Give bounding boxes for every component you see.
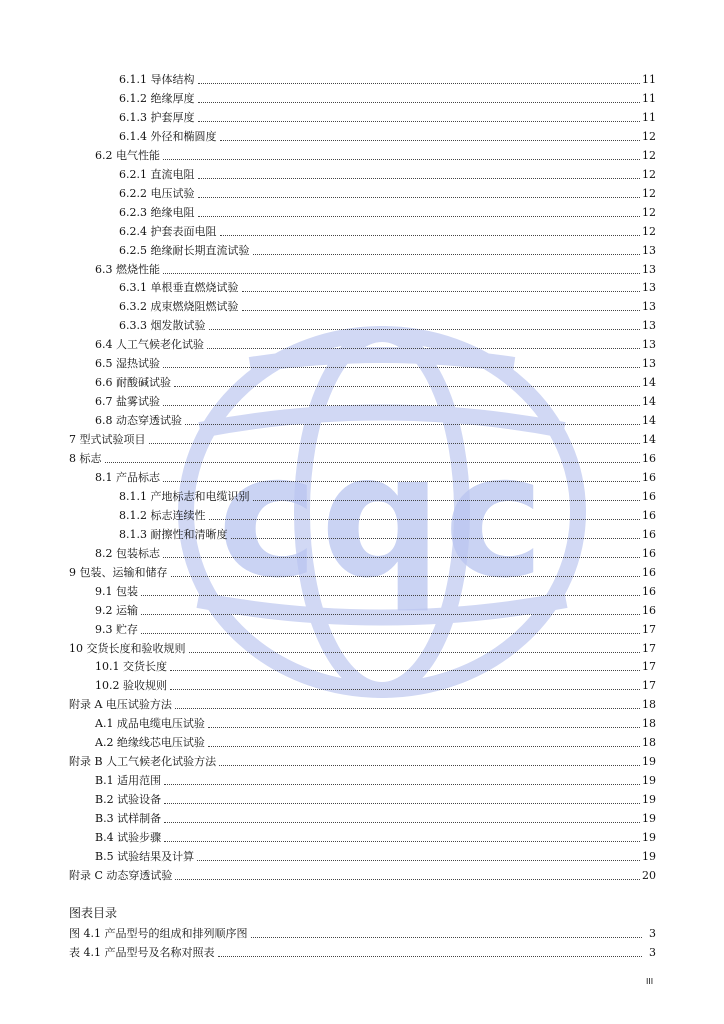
dot-leader <box>209 329 641 330</box>
toc-entry-label: 8.1.1 产地标志和电缆识别 <box>119 489 250 503</box>
toc-entry[interactable] <box>69 431 656 447</box>
toc-entry-label: 6.1.1 导体结构 <box>119 73 195 86</box>
dot-leader <box>231 538 641 539</box>
figures-list-title: 图表目录 <box>69 906 118 920</box>
toc-entry-page: 13 <box>642 357 656 371</box>
toc-entry-label: 8.1.2 标志连续性 <box>119 508 206 522</box>
dot-leader <box>163 405 640 406</box>
toc-entry-label: 6.3.1 单根垂直燃烧试验 <box>119 281 239 295</box>
toc-entry-page: 19 <box>642 755 656 769</box>
toc-entry-label: 6.3.3 烟发散试验 <box>119 319 206 333</box>
toc-entry[interactable] <box>95 810 656 826</box>
toc-entry-label: A.2 绝缘线芯电压试验 <box>95 736 205 750</box>
toc-entry[interactable] <box>119 204 656 220</box>
dot-leader <box>163 367 640 368</box>
toc-entry-label: B.2 试验设备 <box>95 793 162 807</box>
dot-leader <box>164 822 640 823</box>
toc-entry[interactable] <box>119 298 656 314</box>
toc-entry[interactable] <box>95 336 656 352</box>
toc-entry[interactable] <box>119 166 656 182</box>
toc-entry-page: 16 <box>642 565 656 579</box>
toc-entry-label: 6.8 动态穿透试验 <box>95 414 182 428</box>
toc-entry-page: 14 <box>642 433 656 447</box>
toc-entry-page: 16 <box>642 452 656 465</box>
toc-entry[interactable] <box>119 71 656 87</box>
dot-leader <box>185 424 640 425</box>
dot-leader <box>198 121 641 122</box>
toc-entry[interactable] <box>95 393 656 409</box>
toc-entry[interactable] <box>95 412 656 428</box>
toc-entry-page: 16 <box>642 470 656 484</box>
toc-entry-label: 6.1.4 外径和椭圆度 <box>119 129 217 143</box>
toc-entry-page: 18 <box>642 717 656 731</box>
toc-entry-page: 12 <box>642 186 656 200</box>
toc-entry[interactable] <box>119 279 656 295</box>
toc-entry[interactable] <box>95 715 656 731</box>
toc-entry[interactable] <box>95 374 656 390</box>
toc-entry-label: B.4 试验步骤 <box>95 831 162 844</box>
toc-entry[interactable] <box>95 791 656 807</box>
toc-entry-label: 6.2.3 绝缘电阻 <box>119 205 195 219</box>
toc-entry-page: 18 <box>642 736 656 750</box>
toc-entry-label: 9 包装、运输和储存 <box>69 565 168 579</box>
toc-entry-label: 10.1 交货长度 <box>95 660 167 674</box>
toc-entry-label: 6.2.2 电压试验 <box>119 186 195 200</box>
page-number: III <box>646 977 654 986</box>
toc-entry-page: 16 <box>642 584 656 598</box>
dot-leader <box>174 386 640 387</box>
toc-entry[interactable] <box>119 109 656 125</box>
toc-entry[interactable] <box>119 128 656 144</box>
toc-entry-page: 11 <box>642 91 656 105</box>
toc-entry-page: 11 <box>642 110 656 124</box>
toc-entry-page: 17 <box>642 641 656 655</box>
toc-entry-label: 9.2 运输 <box>95 603 138 617</box>
toc-entry[interactable] <box>95 848 656 864</box>
toc-entry-label: 6.2 电气性能 <box>95 148 160 162</box>
toc-entry-page: 13 <box>642 243 656 257</box>
toc-entry[interactable] <box>69 640 656 656</box>
toc-entry-page: 18 <box>642 698 656 712</box>
toc-entry[interactable] <box>95 602 656 618</box>
toc-entry-label: 6.2.4 护套表面电阻 <box>119 224 217 238</box>
toc-entry-page: 12 <box>642 148 656 162</box>
toc-entry-label: 6.1.3 护套厚度 <box>119 110 195 124</box>
toc-entry-label: 6.3.2 成束燃烧阻燃试验 <box>119 300 239 314</box>
toc-entry-label: B.5 试验结果及计算 <box>95 849 195 863</box>
toc-entry-page: 12 <box>642 167 656 181</box>
toc-entry-label: 6.2.5 绝缘耐长期直流试验 <box>119 243 250 257</box>
toc-entry[interactable] <box>119 488 656 504</box>
dot-leader <box>207 348 640 349</box>
toc-entry-page: 19 <box>642 831 656 844</box>
toc-entry-page: 16 <box>642 546 656 560</box>
figure-entry-label: 图 4.1 产品型号的组成和排列顺序图 <box>69 927 248 940</box>
toc-entry-page: 17 <box>642 622 656 636</box>
dot-leader <box>198 178 641 179</box>
dot-leader <box>141 633 640 634</box>
toc-entry[interactable] <box>95 583 656 599</box>
toc-entry[interactable] <box>69 696 656 712</box>
dot-leader <box>175 879 640 880</box>
dot-leader <box>163 273 640 274</box>
toc-entry[interactable] <box>95 734 656 750</box>
toc-entry[interactable] <box>95 829 656 845</box>
toc-entry-page: 12 <box>642 224 656 238</box>
toc-entry[interactable] <box>69 753 656 769</box>
toc-entry[interactable] <box>119 185 656 201</box>
dot-leader <box>219 765 640 766</box>
figure-list-entry[interactable] <box>69 925 656 941</box>
toc-entry-page: 11 <box>642 73 656 86</box>
toc-entry-page: 12 <box>642 129 656 143</box>
toc-entry-page: 12 <box>642 205 656 219</box>
dot-leader <box>220 235 641 236</box>
toc-entry[interactable] <box>69 450 656 466</box>
toc-entry-label: B.3 试样制备 <box>95 812 162 826</box>
dot-leader <box>242 291 641 292</box>
dot-leader <box>149 443 641 444</box>
toc-entry-page: 19 <box>642 793 656 807</box>
toc-entry[interactable] <box>69 867 656 883</box>
toc-entry-page: 14 <box>642 376 656 390</box>
toc-entry-label: 6.3 燃烧性能 <box>95 262 160 276</box>
toc-entry-page: 17 <box>642 660 656 674</box>
toc-entry[interactable] <box>95 545 656 561</box>
dot-leader <box>197 860 640 861</box>
dot-leader <box>171 576 641 577</box>
toc-entry-page: 16 <box>642 508 656 522</box>
toc-entry-page: 20 <box>642 868 656 882</box>
dot-leader <box>251 937 643 938</box>
toc-entry[interactable] <box>69 564 656 580</box>
dot-leader <box>242 310 641 311</box>
dot-leader <box>253 254 641 255</box>
toc-entry[interactable] <box>119 526 656 542</box>
toc-entry-page: 13 <box>642 319 656 333</box>
dot-leader <box>220 140 641 141</box>
dot-leader <box>141 614 640 615</box>
dot-leader <box>105 462 641 463</box>
toc-entry-page: 16 <box>642 527 656 541</box>
watermark-text: cqc <box>217 418 547 616</box>
toc-entry[interactable] <box>95 261 656 277</box>
figure-list-entry[interactable] <box>69 944 656 960</box>
toc-entry[interactable] <box>95 677 656 693</box>
toc-entry-page: 13 <box>642 262 656 276</box>
toc-entry[interactable] <box>95 621 656 637</box>
toc-entry-page: 17 <box>642 679 656 693</box>
dot-leader <box>198 216 641 217</box>
toc-entry-label: 6.6 耐酸碱试验 <box>95 376 171 390</box>
toc-entry[interactable] <box>119 223 656 239</box>
toc-entry-label: 10 交货长度和验收规则 <box>69 641 186 655</box>
toc-entry-label: 6.1.2 绝缘厚度 <box>119 91 195 105</box>
toc-entry-label: 8.1 产品标志 <box>95 470 160 484</box>
dot-leader <box>163 159 640 160</box>
toc-entry[interactable] <box>95 355 656 371</box>
toc-entry-page: 19 <box>642 812 656 826</box>
toc-entry-label: 6.7 盐雾试验 <box>95 395 160 409</box>
toc-entry-label: B.1 适用范围 <box>95 774 162 788</box>
toc-entry-page: 19 <box>642 774 656 788</box>
toc-entry-label: 7 型式试验项目 <box>69 433 146 447</box>
dot-leader <box>198 197 641 198</box>
toc-entry-label: 附录 B 人工气候老化试验方法 <box>69 755 217 769</box>
dot-leader <box>253 500 641 501</box>
toc-entry[interactable] <box>95 147 656 163</box>
toc-entry-page: 14 <box>642 395 656 409</box>
dot-leader <box>170 670 640 671</box>
toc-entry-label: 附录 A 电压试验方法 <box>69 698 172 712</box>
toc-entry[interactable] <box>119 242 656 258</box>
toc-entry-label: 8.2 包装标志 <box>95 546 160 560</box>
dot-leader <box>208 727 640 728</box>
dot-leader <box>218 956 643 957</box>
dot-leader <box>163 481 640 482</box>
dot-leader <box>163 557 640 558</box>
toc-entry-page: 19 <box>642 849 656 863</box>
toc-entry-label: 10.2 验收规则 <box>95 679 167 693</box>
figure-entry-page: 3 <box>649 946 656 959</box>
toc-entry[interactable] <box>95 469 656 485</box>
toc-entry-page: 13 <box>642 281 656 295</box>
toc-entry-label: A.1 成品电缆电压试验 <box>95 717 205 731</box>
figure-entry-label: 表 4.1 产品型号及名称对照表 <box>69 946 215 959</box>
toc-entry-label: 6.5 湿热试验 <box>95 357 160 371</box>
toc-entry[interactable] <box>119 317 656 333</box>
toc-entry-label: 6.2.1 直流电阻 <box>119 167 195 181</box>
dot-leader <box>208 746 640 747</box>
dot-leader <box>189 652 641 653</box>
dot-leader <box>141 595 640 596</box>
toc-entry[interactable] <box>95 658 656 674</box>
toc-entry-label: 6.4 人工气候老化试验 <box>95 338 204 352</box>
dot-leader <box>175 708 640 709</box>
toc-entry-page: 13 <box>642 300 656 314</box>
toc-entry-label: 8 标志 <box>69 452 102 465</box>
toc-entry-page: 14 <box>642 414 656 428</box>
toc-entry-label: 9.3 贮存 <box>95 622 138 636</box>
toc-entry-page: 16 <box>642 489 656 503</box>
toc-entry-page: 16 <box>642 603 656 617</box>
toc-entry-page: 13 <box>642 338 656 352</box>
dot-leader <box>209 519 641 520</box>
toc-entry[interactable] <box>119 90 656 106</box>
figure-entry-page: 3 <box>649 927 656 940</box>
dot-leader <box>170 689 640 690</box>
dot-leader <box>198 83 641 84</box>
toc-entry-label: 9.1 包装 <box>95 584 138 598</box>
toc-entry[interactable] <box>95 772 656 788</box>
dot-leader <box>164 803 640 804</box>
dot-leader <box>164 841 640 842</box>
toc-entry-label: 8.1.3 耐擦性和清晰度 <box>119 527 228 541</box>
dot-leader <box>198 102 641 103</box>
toc-entry[interactable] <box>119 507 656 523</box>
dot-leader <box>164 784 640 785</box>
toc-entry-label: 附录 C 动态穿透试验 <box>69 868 173 882</box>
